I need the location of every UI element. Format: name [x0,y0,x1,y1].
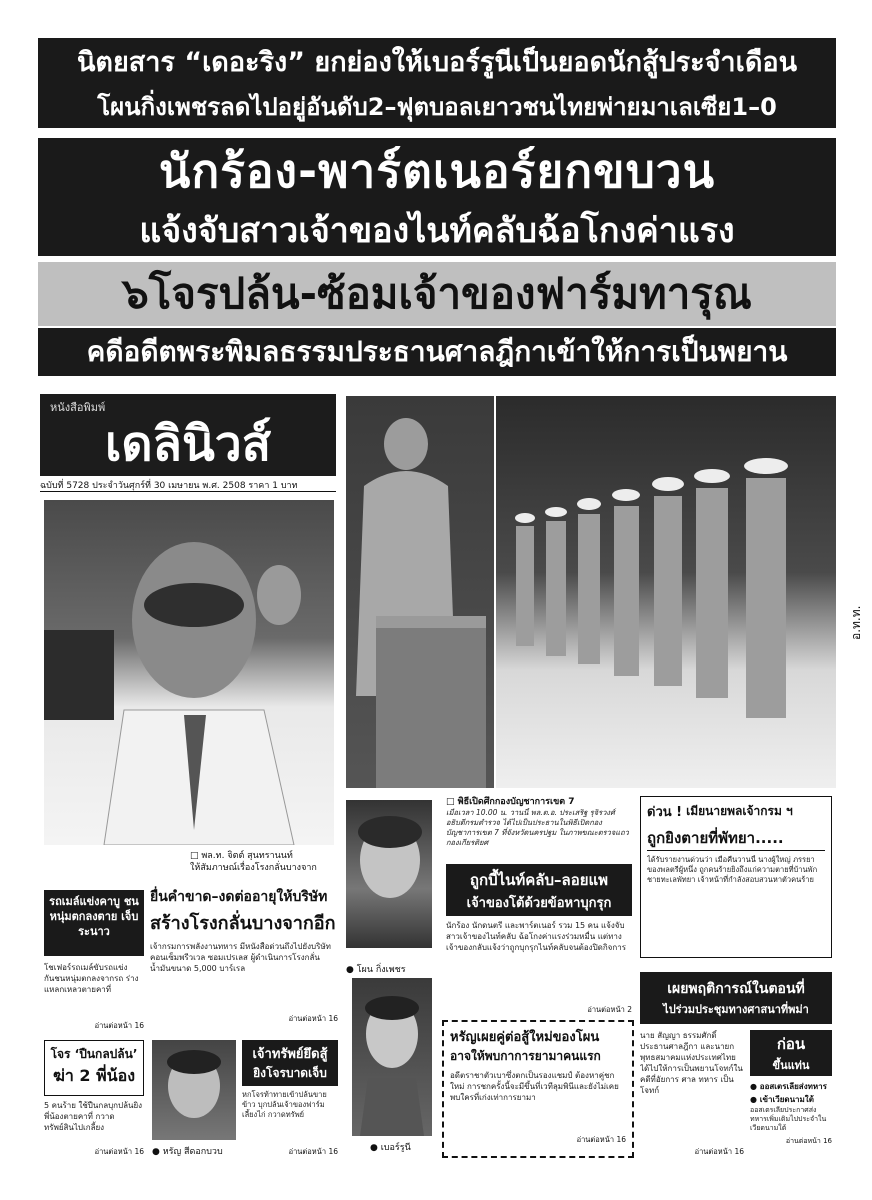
boxing-body: อดีตราชาตัวเบาซึ่งตกเป็นรองแชมป์ ต้องหาคู่ชกใหม่ การชกครั้งนี้จะมีขึ้นที่เวทีลุมพินีและยังไม่เคยพบใครที่เก่งเท่าการยามา [450,1071,619,1102]
face-photo-poan [346,800,432,948]
main-photo [44,500,334,845]
main-photo-caption-sub: ให้สัมภาษณ์เรื่องโรงกลั่นบางจาก [190,863,317,872]
podium-photo [346,396,494,788]
owner-body: หกโจรท้าทายเข้าปล้นขายข้าว บุกปล้นเจ้าของฟาร์มเลี้ยงไก่ กวาดทรัพย์ [242,1090,327,1119]
theft-body: 5 คนร้าย ใช้ปืนกลบุกปล้นยิงพี่น้องตายคาที่ กวาดทรัพย์สินไปเกลี้ยง [44,1101,143,1132]
nightclub-body: นักร้อง นักดนตรี และพาร์ตเนอร์ รวม 15 คน แจ้งจับสาวเจ้าของไนท์คลับ ฉ้อโกงค่าแรงร่วมหมื่น แต่ทางเจ้าของกลับแจ้งว่าถูกบุกรุกไนท์คลับจนต้องปิดกิจการ [446,921,626,952]
podium-figure [346,396,494,788]
boxing-story [442,1020,634,1158]
subheadline2: คดีอดีตพระพิมลธรรมประธานศาลฎีกาเข้าให้การเป็นพยาน [38,328,836,376]
theft-headline-line2: ฆ่า 2 พี่น้อง [52,1066,136,1085]
refinery-story [150,886,338,1032]
inside-label [750,1030,832,1076]
nightclub-headline [446,864,632,916]
inside-box [750,1030,832,1156]
urgent-tag: ด่วน ! [647,805,683,820]
nightclub-headline-line1: ถูกบี้ไนท์คลับ–ลอยแพ [469,871,609,889]
reveal-headline [640,972,832,1024]
inside-body: ออสเตรเลียประกาศส่งทหารเพิ่มเติมไปประจำในเวียดนามใต้ [750,1106,827,1132]
theft-headline-line1: โจร ‘ปืนกลปล้น’ [50,1047,138,1061]
reveal-more[interactable]: อ่านต่อหน้า 16 [694,1147,744,1156]
refinery-body: เจ้ากรมการพลังงานทหาร มีหนังสือด่วนถึงไปยังบริษัท คอนเซ็มพรีวเวล ซอมเปรเลส ผู้ดำเนินการโรงกลั่นน้ำมันขนาด 5,000 บาร์เรล [150,942,331,973]
ceremony-story [446,794,632,858]
face-berruni-figure [352,978,432,1136]
masthead-small-label: หนังสือพิมพ์ [50,401,106,414]
owner-story [242,1040,338,1158]
headline2: ๖โจรปล้น-ซ้อมเจ้าของฟาร์มทารุณ [122,269,752,318]
refinery-more[interactable]: อ่านต่อหน้า 16 [288,1014,338,1023]
honour-guard-figures [496,396,836,788]
owner-headline-line2: ยิงโจรบาดเจ็บ [253,1066,327,1080]
urgent-headline-line2: ถูกยิงตายที่พัทยา..... [647,826,825,851]
boxing-more[interactable]: อ่านต่อหน้า 16 [576,1135,626,1144]
face-poan-figure [346,800,432,948]
nightclub-headline-line2: เจ้าของโต้ด้วยข้อหาบุกรุก [466,896,612,911]
inside-label2: ขึ้นแท่น [772,1059,810,1072]
ceremony-body: เมื่อเวลา 10.00 น. วานนี้ พล.ต.อ. ประเสริฐ รุจิรวงศ์ อธิบดีกรมตำรวจ ได้ไปเป็นประธานในพิธีเปิดกองบัญชาการเขต 7 ที่จังหวัดนครปฐม ในภาพขณะตรวจแถวกองเกียรติยศ [446,808,629,847]
boxing-headline-line1: หรัญเผยคู่ต่อสู้ใหม่ของโผน [450,1030,600,1045]
top-banner-line2: โผนกิ่งเพชรลดไปอยู่อันดับ2–ฟุตบอลเยาวชนไทยพ่ายมาเลเซีย1–0 [38,84,836,128]
thief-caption: ● หรัญ สีดอกบวบ [152,1147,223,1156]
inside-item2: ● เข้าเวียดนามใต้ [750,1095,814,1104]
refinery-headline-line1: ยื่นคำขาด–งดต่ออายุให้บริษัท [150,889,328,905]
inside-more[interactable]: อ่านต่อหน้า 16 [785,1137,832,1145]
ceremony-title: □ พิธีเปิดศึกกองบัญชาการเขต 7 [446,797,575,807]
masthead-title: เดลินิวส์ [104,416,272,472]
bus-more[interactable]: อ่านต่อหน้า 16 [94,1021,144,1030]
main-headline: นักร้อง-พาร์ตเนอร์ยกขบวน [38,138,836,204]
theft-headline-box [44,1040,144,1096]
owner-more[interactable]: อ่านต่อหน้า 16 [288,1147,338,1156]
honour-guard-photo [496,396,836,788]
owner-headline-line1: เจ้าทรัพย์ยึดสู้ [252,1047,328,1062]
main-subheadline: แจ้งจับสาวเจ้าของไนท์คลับฉ้อโกงค่าแรง [38,204,836,256]
urgent-headline-line1: เมียนายพลเจ้ากรม ฯ [686,804,793,818]
masthead [40,394,336,476]
face-photo-berruni [352,978,432,1136]
boxing-headline-line2: อาจให้พบกาการยามาคนแรก [450,1049,601,1063]
inside-label1: ก่อน [776,1035,806,1053]
urgent-story-box [640,796,832,958]
masthead-issue-line: ฉบับที่ 5728 ประจำวันศุกร์ที่ 30 เมษายน พ.ศ. 2508 ราคา 1 บาท [40,478,336,492]
reveal-headline-line2: ไปร่วมประชุมทางศาสนาที่พม่า [663,1003,809,1016]
side-mark: อ.ท.ท. [849,605,863,640]
top-banner-line1: นิตยสาร “เดอะริง” ยกย่องให้เบอร์รูนีเป็นยอดนักสู้ประจำเดือน [38,38,836,84]
refinery-headline-line2: สร้างโรงกลั่นบางจากอีก [150,913,336,934]
nightclub-more[interactable]: อ่านต่อหน้า 2 [587,1005,632,1014]
face-caption-berruni: ● เบอร์รูนี [370,1143,411,1152]
main-photo-caption: □ พล.ท. จิตต์ สุนทรานนท์ [190,851,293,860]
thief-figure [152,1040,236,1140]
owner-headline [242,1040,338,1086]
main-photo-figure [44,500,334,845]
reveal-body: นาย สัญญา ธรรมศักดิ์ ประธานศาลฎีกา และนายกพุทธสมาคมแห่งประเทศไทย ได้ไปให้การเป็นพยานโจทก์ในคดีที่อัยการ ศาล ทหาร เป็นโจทก์ [640,1031,743,1095]
bus-body: โชเฟอร์รถเมล์ขับรถแข่งกันชนหนุ่มตกลงจากรถ ร่างแหลกเหลวตายคาที่ [44,963,139,994]
urgent-body: ได้รับรายงานด่วนว่า เมื่อคืนวานนี้ นางผู้ใหญ่ ภรรยาของพลตรีผู้หนึ่ง ถูกคนร้ายยิงถึงแก่ความตายที่บ้านพักชายทะเลพัทยา เจ้าหน้าที่กำลังสอบสวนหาตัวคนร้าย [647,855,818,884]
inside-item1: ● ออสเตรเลียส่งทหาร [750,1082,827,1091]
face-caption-poan: ● โผน กิ่งเพชร [346,965,406,974]
bus-headline: รถเมล์แข่งคาบู ชนหนุ่มตกลงตาย เจ็บระนาว [44,890,144,956]
thief-photo [152,1040,236,1140]
theft-more[interactable]: อ่านต่อหน้า 16 [94,1147,144,1156]
reveal-headline-line1: เผยพฤติการณ์ในตอนที่ [667,981,805,997]
